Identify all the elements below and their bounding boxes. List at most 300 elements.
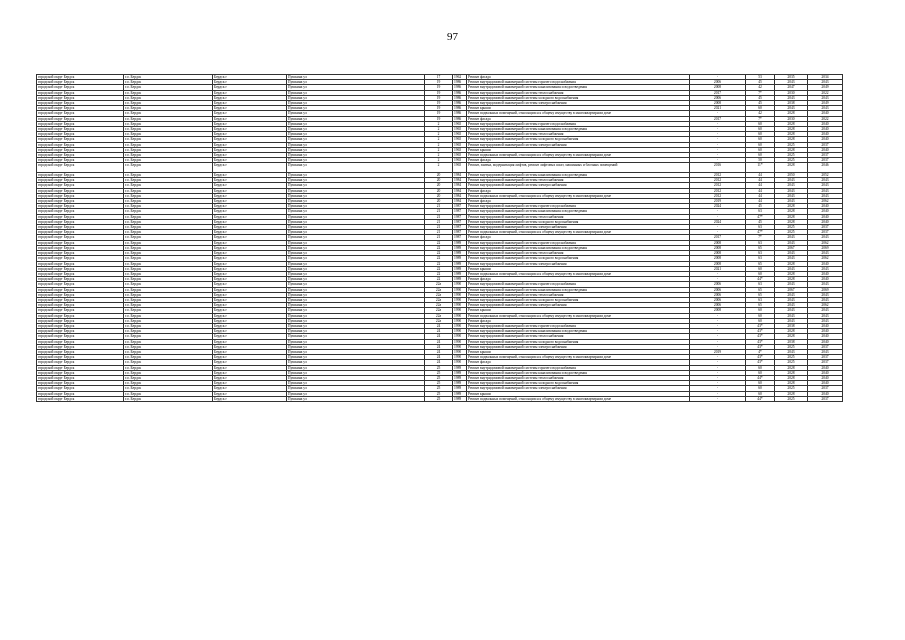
work-type-cell: Ремонт фасада xyxy=(467,235,690,240)
house-number-cell: 19 xyxy=(425,85,453,90)
build-year-cell: 1987 xyxy=(453,225,467,230)
build-year-cell: 1989 xyxy=(453,251,467,256)
work-type-cell: Ремонт внутридомовой инженерной системы теплоснабжения xyxy=(467,251,690,256)
build-year-cell: 1989 xyxy=(453,381,467,386)
planned-year-cell: 2028 xyxy=(775,391,808,396)
street-cell: Пушкина ул xyxy=(287,271,425,276)
planned-year-cell: 2028 xyxy=(775,121,808,126)
house-number-cell: 22а xyxy=(425,297,453,302)
municipality-cell: городской округ Бердск xyxy=(37,75,124,80)
build-year-cell: 1989 xyxy=(453,370,467,375)
house-number-cell: 19 xyxy=(425,101,453,106)
last-repair-year-cell: - xyxy=(690,370,746,375)
municipality-cell: городской округ Бердск xyxy=(37,235,124,240)
last-repair-year-cell: - xyxy=(690,391,746,396)
house-number-cell: 22 xyxy=(425,240,453,245)
house-number-cell: 22 xyxy=(425,261,453,266)
district-cell: г.о. Бердск xyxy=(124,101,213,106)
house-number-cell: 24 xyxy=(425,349,453,354)
street-cell: Пушкина ул xyxy=(287,127,425,132)
house-number-cell: 19 xyxy=(425,90,453,95)
work-type-cell: Ремонт внутридомовой инженерной системы горячего водоснабжения xyxy=(467,80,690,85)
build-year-cell: 1989 xyxy=(453,396,467,401)
settlement-cell: Бердск г xyxy=(213,344,287,349)
settlement-cell: Бердск г xyxy=(213,183,287,188)
wear-percent-cell: 60 xyxy=(746,266,775,271)
district-cell: г.о. Бердск xyxy=(124,292,213,297)
house-number-cell: 21 xyxy=(425,219,453,224)
last-repair-year-cell: - xyxy=(690,142,746,147)
last-repair-year-cell: - xyxy=(690,137,746,142)
street-cell: Пушкина ул xyxy=(287,147,425,152)
work-type-cell: Ремонт внутридомовой инженерной системы холодного водоснабжения xyxy=(467,381,690,386)
work-type-cell: Ремонт внутридомовой инженерной системы холодного водоснабжения xyxy=(467,297,690,302)
work-type-cell: Ремонт внутридомовой инженерной системы горячего водоснабжения xyxy=(467,121,690,126)
house-number-cell: 2 xyxy=(425,121,453,126)
street-cell: Пушкина ул xyxy=(287,277,425,282)
settlement-cell: Бердск г xyxy=(213,147,287,152)
house-number-cell: 20 xyxy=(425,183,453,188)
work-type-cell: Ремонт внутридомовой инженерной системы холодного водоснабжения xyxy=(467,256,690,261)
house-number-cell: 24 xyxy=(425,344,453,349)
municipality-cell: городской округ Бердск xyxy=(37,297,124,302)
planned-year-cell: 2028 xyxy=(775,370,808,375)
municipality-cell: городской округ Бердск xyxy=(37,106,124,111)
settlement-cell: Бердск г xyxy=(213,127,287,132)
municipality-cell: городской округ Бердск xyxy=(37,163,124,173)
build-year-cell: 1990 xyxy=(453,339,467,344)
build-year-cell: 1989 xyxy=(453,277,467,282)
deadline-year-cell: 2022 xyxy=(808,116,843,121)
planned-year-cell: 2038 xyxy=(775,101,808,106)
build-year-cell: 1984 xyxy=(453,183,467,188)
build-year-cell: 1987 xyxy=(453,209,467,214)
street-cell: Пушкина ул xyxy=(287,349,425,354)
last-repair-year-cell: 2008 xyxy=(690,85,746,90)
deadline-year-cell: 2040 xyxy=(808,271,843,276)
planned-year-cell: 2025 xyxy=(775,344,808,349)
deadline-year-cell: 2040 xyxy=(808,329,843,334)
last-repair-year-cell: 2006 xyxy=(690,80,746,85)
planned-year-cell: 2025 xyxy=(775,360,808,365)
district-cell: г.о. Бердск xyxy=(124,163,213,173)
district-cell: г.о. Бердск xyxy=(124,391,213,396)
settlement-cell: Бердск г xyxy=(213,266,287,271)
deadline-year-cell: 2037 xyxy=(808,360,843,365)
street-cell: Пушкина ул xyxy=(287,225,425,230)
deadline-year-cell: 2040 xyxy=(808,277,843,282)
deadline-year-cell: 2037 xyxy=(808,344,843,349)
wear-percent-cell: 44 xyxy=(746,183,775,188)
build-year-cell: 1990 xyxy=(453,323,467,328)
municipality-cell: городской округ Бердск xyxy=(37,199,124,204)
street-cell: Пушкина ул xyxy=(287,173,425,178)
wear-percent-cell: 43* xyxy=(746,339,775,344)
district-cell: г.о. Бердск xyxy=(124,147,213,152)
municipality-cell: городской округ Бердск xyxy=(37,344,124,349)
build-year-cell: 1987 xyxy=(453,235,467,240)
municipality-cell: городской округ Бердск xyxy=(37,95,124,100)
last-repair-year-cell: 2017 xyxy=(690,90,746,95)
wear-percent-cell: 65 xyxy=(746,287,775,292)
build-year-cell: 1986 xyxy=(453,116,467,121)
wear-percent-cell: 60 xyxy=(746,142,775,147)
settlement-cell: Бердск г xyxy=(213,199,287,204)
planned-year-cell: 2028 xyxy=(775,261,808,266)
street-cell: Пушкина ул xyxy=(287,365,425,370)
planned-year-cell: 2028 xyxy=(775,147,808,152)
municipality-cell: городской округ Бердск xyxy=(37,132,124,137)
deadline-year-cell: 2049 xyxy=(808,101,843,106)
build-year-cell: 1990 xyxy=(453,344,467,349)
deadline-year-cell: 2040 xyxy=(808,365,843,370)
build-year-cell: 1965 xyxy=(453,132,467,137)
municipality-cell: городской округ Бердск xyxy=(37,349,124,354)
municipality-cell: городской округ Бердск xyxy=(37,204,124,209)
municipality-cell: городской округ Бердск xyxy=(37,391,124,396)
settlement-cell: Бердск г xyxy=(213,111,287,116)
build-year-cell: 1986 xyxy=(453,80,467,85)
settlement-cell: Бердск г xyxy=(213,355,287,360)
wear-percent-cell: 60 xyxy=(746,381,775,386)
work-type-cell: Ремонт подвальных помещений, относящихся к общему имуществу в многоквартирном доме xyxy=(467,153,690,158)
settlement-cell: Бердск г xyxy=(213,121,287,126)
deadline-year-cell: 2040 xyxy=(808,121,843,126)
wear-percent-cell: 60 xyxy=(746,365,775,370)
wear-percent-cell: 7* xyxy=(746,90,775,95)
street-cell: Пушкина ул xyxy=(287,121,425,126)
municipality-cell: городской округ Бердск xyxy=(37,230,124,235)
planned-year-cell: 2030 xyxy=(775,90,808,95)
settlement-cell: Бердск г xyxy=(213,308,287,313)
municipality-cell: городской округ Бердск xyxy=(37,240,124,245)
planned-year-cell: 2043 xyxy=(775,313,808,318)
last-repair-year-cell: 2012 xyxy=(690,178,746,183)
settlement-cell: Бердск г xyxy=(213,235,287,240)
settlement-cell: Бердск г xyxy=(213,90,287,95)
street-cell: Пушкина ул xyxy=(287,313,425,318)
district-cell: г.о. Бердск xyxy=(124,381,213,386)
last-repair-year-cell: 2006 xyxy=(690,282,746,287)
build-year-cell: 1986 xyxy=(453,85,467,90)
house-number-cell: 22 xyxy=(425,251,453,256)
build-year-cell: 1990 xyxy=(453,287,467,292)
district-cell: г.о. Бердск xyxy=(124,183,213,188)
last-repair-year-cell: - xyxy=(690,396,746,401)
settlement-cell: Бердск г xyxy=(213,193,287,198)
deadline-year-cell: 2040 xyxy=(808,127,843,132)
work-type-cell: Ремонт внутридомовой инженерной системы канализования и водоотведения xyxy=(467,173,690,178)
municipality-cell: городской округ Бердск xyxy=(37,147,124,152)
last-repair-year-cell: - xyxy=(690,127,746,132)
street-cell: Пушкина ул xyxy=(287,360,425,365)
settlement-cell: Бердск г xyxy=(213,101,287,106)
wear-percent-cell: 60 xyxy=(746,127,775,132)
settlement-cell: Бердск г xyxy=(213,158,287,163)
municipality-cell: городской округ Бердск xyxy=(37,225,124,230)
street-cell: Пушкина ул xyxy=(287,132,425,137)
house-number-cell: 2 xyxy=(425,163,453,173)
build-year-cell: 1990 xyxy=(453,308,467,313)
house-number-cell: 22 xyxy=(425,266,453,271)
work-type-cell: Ремонт подвальных помещений, относящихся к общему имуществу в многоквартирном доме xyxy=(467,271,690,276)
build-year-cell: 1987 xyxy=(453,230,467,235)
street-cell: Пушкина ул xyxy=(287,209,425,214)
house-number-cell: 25 xyxy=(425,391,453,396)
settlement-cell: Бердск г xyxy=(213,396,287,401)
planned-year-cell: 2028 xyxy=(775,204,808,209)
deadline-year-cell: 2037 xyxy=(808,396,843,401)
work-type-cell: Ремонт внутридомовой инженерной системы электроснабжения xyxy=(467,303,690,308)
settlement-cell: Бердск г xyxy=(213,349,287,354)
district-cell: г.о. Бердск xyxy=(124,230,213,235)
district-cell: г.о. Бердск xyxy=(124,287,213,292)
planned-year-cell: 2043 xyxy=(775,199,808,204)
settlement-cell: Бердск г xyxy=(213,277,287,282)
planned-year-cell: 2025 xyxy=(775,230,808,235)
house-number-cell: 22а xyxy=(425,282,453,287)
work-type-cell: Ремонт подвальных помещений, относящихся к общему имуществу в многоквартирном доме xyxy=(467,230,690,235)
district-cell: г.о. Бердск xyxy=(124,204,213,209)
build-year-cell: 1965 xyxy=(453,158,467,163)
house-number-cell: 20 xyxy=(425,193,453,198)
street-cell: Пушкина ул xyxy=(287,282,425,287)
planned-year-cell: 2028 xyxy=(775,219,808,224)
last-repair-year-cell: 2024 xyxy=(690,204,746,209)
street-cell: Пушкина ул xyxy=(287,178,425,183)
wear-percent-cell: 63 xyxy=(746,209,775,214)
district-cell: г.о. Бердск xyxy=(124,142,213,147)
street-cell: Пушкина ул xyxy=(287,80,425,85)
planned-year-cell: 2025 xyxy=(775,355,808,360)
deadline-year-cell: 2062 xyxy=(808,256,843,261)
settlement-cell: Бердск г xyxy=(213,230,287,235)
street-cell: Пушкина ул xyxy=(287,193,425,198)
wear-percent-cell: 65 xyxy=(746,303,775,308)
build-year-cell: 1987 xyxy=(453,214,467,219)
planned-year-cell: 2043 xyxy=(775,308,808,313)
municipality-cell: городской округ Бердск xyxy=(37,277,124,282)
street-cell: Пушкина ул xyxy=(287,214,425,219)
deadline-year-cell: 2069 xyxy=(808,245,843,250)
build-year-cell: 1984 xyxy=(453,199,467,204)
district-cell: г.о. Бердск xyxy=(124,334,213,339)
municipality-cell: городской округ Бердск xyxy=(37,323,124,328)
district-cell: г.о. Бердск xyxy=(124,308,213,313)
settlement-cell: Бердск г xyxy=(213,204,287,209)
street-cell: Пушкина ул xyxy=(287,199,425,204)
last-repair-year-cell: 2012 xyxy=(690,193,746,198)
build-year-cell: 1989 xyxy=(453,271,467,276)
last-repair-year-cell: - xyxy=(690,147,746,152)
settlement-cell: Бердск г xyxy=(213,360,287,365)
build-year-cell: 1990 xyxy=(453,349,467,354)
wear-percent-cell: 63 xyxy=(746,225,775,230)
work-type-cell: Ремонт внутридомовой инженерной системы теплоснабжения xyxy=(467,214,690,219)
planned-year-cell: 2043 xyxy=(775,256,808,261)
work-type-cell: Ремонт внутридомовой инженерной системы канализования и водоотведения xyxy=(467,209,690,214)
last-repair-year-cell: 2017 xyxy=(690,116,746,121)
build-year-cell: 1989 xyxy=(453,261,467,266)
municipality-cell: городской округ Бердск xyxy=(37,287,124,292)
district-cell: г.о. Бердск xyxy=(124,339,213,344)
build-year-cell: 1989 xyxy=(453,386,467,391)
build-year-cell: 1986 xyxy=(453,95,467,100)
street-cell: Пушкина ул xyxy=(287,323,425,328)
planned-year-cell: 2043 xyxy=(775,240,808,245)
planned-year-cell: 2028 xyxy=(775,132,808,137)
build-year-cell: 1986 xyxy=(453,106,467,111)
work-type-cell: Ремонт внутридомовой инженерной системы холодного водоснабжения xyxy=(467,95,690,100)
work-type-cell: Ремонт внутридомовой инженерной системы теплоснабжения xyxy=(467,375,690,380)
municipality-cell: городской округ Бердск xyxy=(37,360,124,365)
table-body xyxy=(37,75,843,402)
deadline-year-cell: 2043 xyxy=(808,349,843,354)
planned-year-cell: 2028 xyxy=(775,209,808,214)
district-cell: г.о. Бердск xyxy=(124,313,213,318)
settlement-cell: Бердск г xyxy=(213,173,287,178)
house-number-cell: 22 xyxy=(425,277,453,282)
settlement-cell: Бердск г xyxy=(213,375,287,380)
deadline-year-cell: 2037 xyxy=(808,225,843,230)
planned-year-cell: 2043 xyxy=(775,282,808,287)
last-repair-year-cell: - xyxy=(690,75,746,80)
street-cell: Пушкина ул xyxy=(287,266,425,271)
last-repair-year-cell: - xyxy=(690,132,746,137)
district-cell: г.о. Бердск xyxy=(124,318,213,323)
house-number-cell: 24 xyxy=(425,360,453,365)
work-type-cell: Ремонт фасада xyxy=(467,277,690,282)
planned-year-cell: 2025 xyxy=(775,386,808,391)
wear-percent-cell: 45 xyxy=(746,80,775,85)
work-type-cell: Ремонт подвальных помещений, относящихся к общему имуществу в многоквартирном доме xyxy=(467,111,690,116)
planned-year-cell: 2028 xyxy=(775,137,808,142)
house-number-cell: 22 xyxy=(425,256,453,261)
street-cell: Пушкина ул xyxy=(287,137,425,142)
wear-percent-cell: 43* xyxy=(746,344,775,349)
district-cell: г.о. Бердск xyxy=(124,261,213,266)
settlement-cell: Бердск г xyxy=(213,287,287,292)
last-repair-year-cell: 2008 xyxy=(690,261,746,266)
district-cell: г.о. Бердск xyxy=(124,266,213,271)
wear-percent-cell: 65 xyxy=(746,292,775,297)
wear-percent-cell: 65 xyxy=(746,261,775,266)
municipality-cell: городской округ Бердск xyxy=(37,329,124,334)
work-type-cell: Ремонт внутридомовой инженерной системы электроснабжения xyxy=(467,101,690,106)
planned-year-cell: 2028 xyxy=(775,111,808,116)
house-number-cell: 24 xyxy=(425,329,453,334)
build-year-cell: 1989 xyxy=(453,245,467,250)
planned-year-cell: 2028 xyxy=(775,365,808,370)
planned-year-cell: 2028 xyxy=(775,329,808,334)
deadline-year-cell: 2040 xyxy=(808,391,843,396)
settlement-cell: Бердск г xyxy=(213,365,287,370)
house-number-cell: 20 xyxy=(425,199,453,204)
district-cell: г.о. Бердск xyxy=(124,282,213,287)
deadline-year-cell: 2037 xyxy=(808,355,843,360)
street-cell: Пушкина ул xyxy=(287,318,425,323)
last-repair-year-cell: 2019 xyxy=(690,349,746,354)
deadline-year-cell: 2043 xyxy=(808,95,843,100)
planned-year-cell: 2043 xyxy=(775,303,808,308)
wear-percent-cell: 65 xyxy=(746,245,775,250)
last-repair-year-cell: 2006 xyxy=(690,95,746,100)
last-repair-year-cell: - xyxy=(690,365,746,370)
last-repair-year-cell: - xyxy=(690,209,746,214)
house-number-cell: 25 xyxy=(425,375,453,380)
deadline-year-cell: 2043 xyxy=(808,106,843,111)
table-row xyxy=(37,396,843,401)
deadline-year-cell: 2040 xyxy=(808,261,843,266)
page-number: 97 xyxy=(447,31,458,43)
wear-percent-cell: 45 xyxy=(746,219,775,224)
deadline-year-cell: 2040 xyxy=(808,381,843,386)
last-repair-year-cell: - xyxy=(690,329,746,334)
settlement-cell: Бердск г xyxy=(213,209,287,214)
street-cell: Пушкина ул xyxy=(287,375,425,380)
build-year-cell: 1990 xyxy=(453,282,467,287)
district-cell: г.о. Бердск xyxy=(124,370,213,375)
municipality-cell: городской округ Бердск xyxy=(37,214,124,219)
wear-percent-cell: 63 xyxy=(746,256,775,261)
last-repair-year-cell: 2008 xyxy=(690,240,746,245)
deadline-year-cell: 2037 xyxy=(808,153,843,158)
street-cell: Пушкина ул xyxy=(287,235,425,240)
municipality-cell: городской округ Бердск xyxy=(37,365,124,370)
district-cell: г.о. Бердск xyxy=(124,111,213,116)
settlement-cell: Бердск г xyxy=(213,303,287,308)
last-repair-year-cell: 2006 xyxy=(690,292,746,297)
settlement-cell: Бердск г xyxy=(213,214,287,219)
district-cell: г.о. Бердск xyxy=(124,375,213,380)
wear-percent-cell: 47* xyxy=(746,230,775,235)
settlement-cell: Бердск г xyxy=(213,225,287,230)
municipality-cell: городской округ Бердск xyxy=(37,308,124,313)
municipality-cell: городской округ Бердск xyxy=(37,381,124,386)
municipality-cell: городской округ Бердск xyxy=(37,396,124,401)
house-number-cell: 21 xyxy=(425,214,453,219)
work-type-cell: Ремонт внутридомовой инженерной системы канализования и водоотведения xyxy=(467,287,690,292)
settlement-cell: Бердск г xyxy=(213,334,287,339)
work-type-cell: Ремонт внутридомовой инженерной системы холодного водоснабжения xyxy=(467,339,690,344)
wear-percent-cell: 45 xyxy=(746,95,775,100)
build-year-cell: 1990 xyxy=(453,360,467,365)
wear-percent-cell: 43* xyxy=(746,329,775,334)
build-year-cell: 1990 xyxy=(453,334,467,339)
district-cell: г.о. Бердск xyxy=(124,75,213,80)
street-cell: Пушкина ул xyxy=(287,334,425,339)
district-cell: г.о. Бердск xyxy=(124,277,213,282)
last-repair-year-cell: 2017 xyxy=(690,235,746,240)
house-number-cell: 22а xyxy=(425,303,453,308)
work-type-cell: Ремонт внутридомовой инженерной системы теплоснабжения xyxy=(467,90,690,95)
last-repair-year-cell: 2006 xyxy=(690,287,746,292)
settlement-cell: Бердск г xyxy=(213,386,287,391)
deadline-year-cell: 2062 xyxy=(808,303,843,308)
planned-year-cell: 2043 xyxy=(775,178,808,183)
house-number-cell: 21 xyxy=(425,230,453,235)
deadline-year-cell: 2043 xyxy=(808,318,843,323)
last-repair-year-cell: 2016 xyxy=(690,163,746,173)
municipality-cell: городской округ Бердск xyxy=(37,282,124,287)
district-cell: г.о. Бердск xyxy=(124,360,213,365)
wear-percent-cell: 47* xyxy=(746,214,775,219)
last-repair-year-cell: - xyxy=(690,158,746,163)
wear-percent-cell: 60 xyxy=(746,271,775,276)
municipality-cell: городской округ Бердск xyxy=(37,188,124,193)
municipality-cell: городской округ Бердск xyxy=(37,355,124,360)
wear-percent-cell: 11* xyxy=(746,163,775,173)
